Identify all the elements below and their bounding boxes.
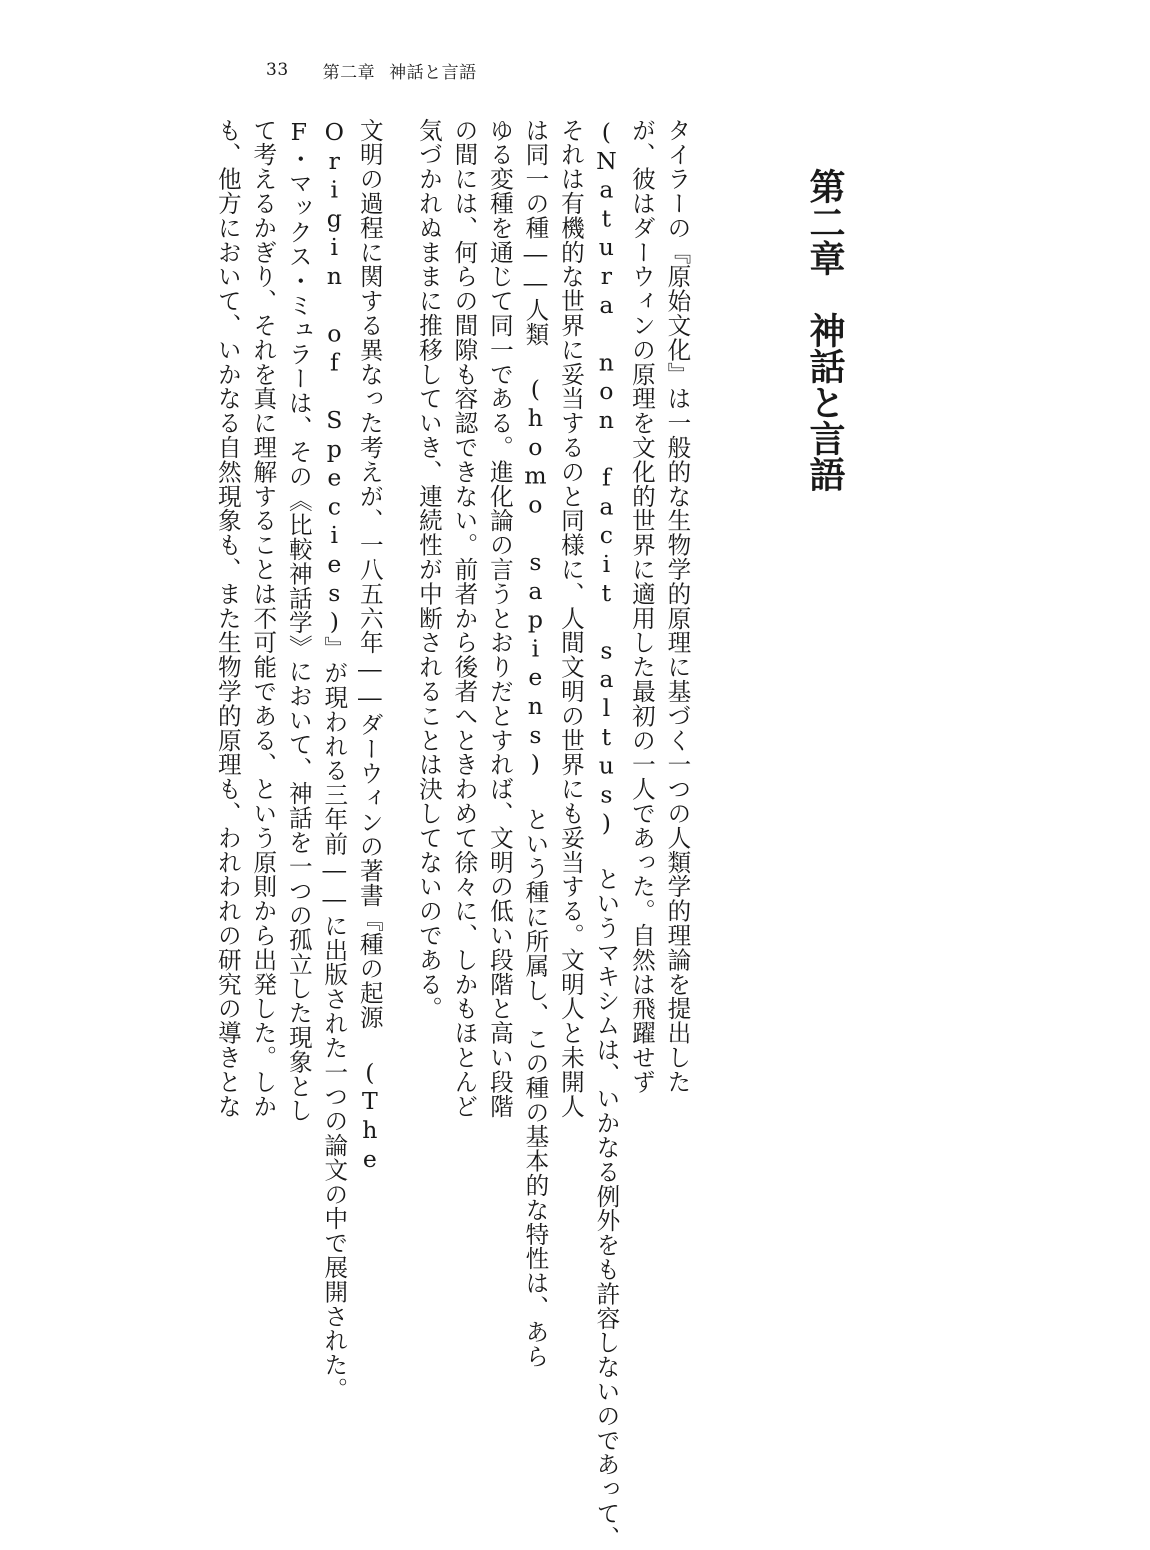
running-head-title: 神話と言語	[389, 62, 477, 83]
text-line: F・マックス・ミュラーは、その《比較神話学》において、神話を一つの孤立した現象とし	[284, 118, 313, 1123]
text-line: の間には、何らの間隙も容認できない。前者から後者へときわめて徐々に、しかもほとんど	[450, 118, 479, 1119]
chapter-heading	[800, 168, 848, 492]
text-line: それは有機的な世界に妥当するのと同様に、人間文明の世界にも妥当する。文明人と未開人	[556, 118, 585, 1119]
text-line: は同一の種――人類 (homo sapiens) という種に所属し、この種の基本的な特性は、あら	[521, 118, 550, 1369]
text-line: が、彼はダーウィンの原理を文化的世界に適用した最初の一人であった。自然は飛躍せず	[627, 118, 656, 1094]
text-line: 文明の過程に関する異なった考えが、一八五六年――ダーウィンの著書『種の起源 (The	[355, 118, 384, 1174]
chapter-title: 神話と言語	[804, 312, 845, 492]
body-text	[213, 118, 718, 1550]
running-head-chapter: 第二章	[322, 62, 376, 83]
text-line: タイラーの『原始文化』は一般的な生物学的原理に基づく一つの人類学的理論を提出した	[663, 118, 692, 1094]
text-line: 気づかれぬままに推移していき、連続性が中断されることは決してないのである。	[414, 118, 443, 1021]
running-head	[266, 56, 477, 84]
text-line: も、他方において、いかなる自然現象も、また生物学的原理も、われわれの研究の導きとな	[213, 118, 242, 1119]
chapter-number: 第二章	[804, 168, 845, 276]
text-line: Origin of Species)』が現われる三年前――に出版された一つの論文の中で展開された。	[320, 118, 349, 1402]
text-line: て考えるかぎり、それを真に理解することは不可能である、という原則から出発した。しか	[249, 118, 278, 1119]
text-line: ゆる変種を通じて同一である。進化論の言うとおりだとすれば、文明の低い段階と高い段階	[485, 118, 514, 1119]
page-number: 33	[266, 60, 289, 80]
text-line: (Natura non facit saltus) というマキシムは、いかなる例外をも許容しないのであって、	[592, 118, 621, 1550]
